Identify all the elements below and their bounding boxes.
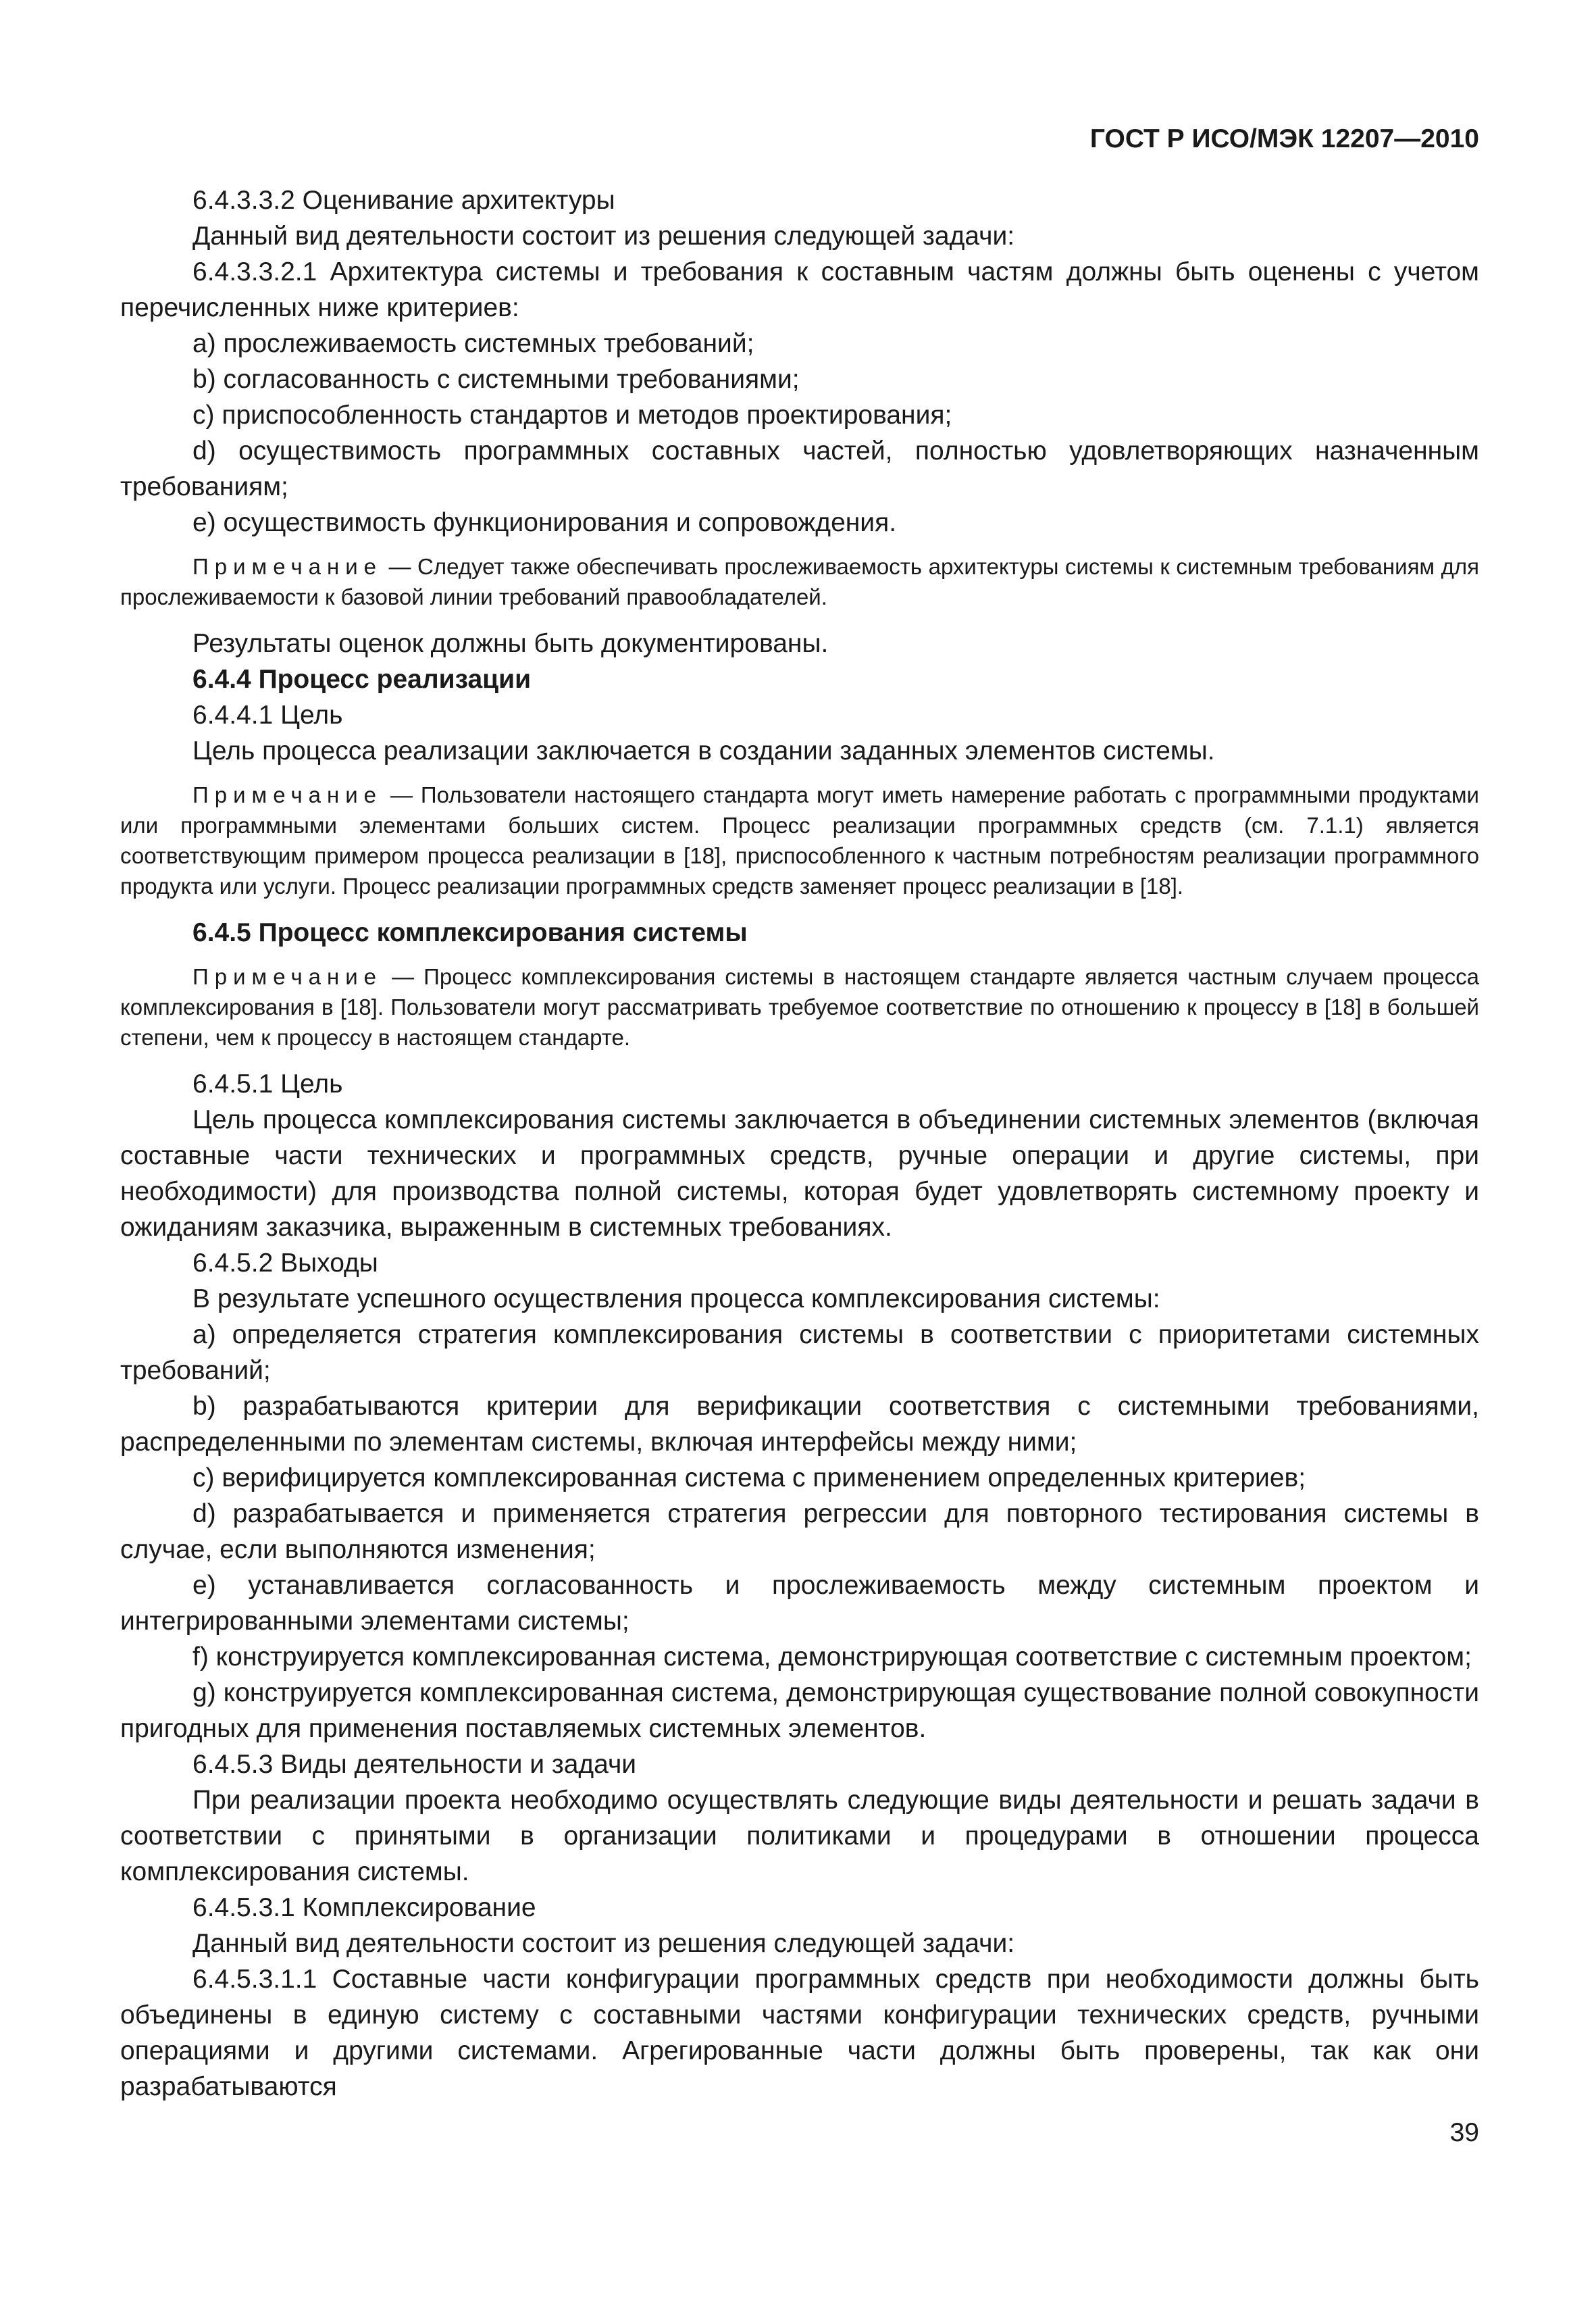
note-paragraph <box>120 961 1479 1053</box>
note-text: — Следует также обеспечивать прослеживаемость архитектуры системы к системным требованиям для прослеживаемости к базовой линии требований правообладателей. <box>120 554 1480 609</box>
body-paragraph: a) определяется стратегия комплексирования системы в соответствии с приоритетами системных требований; <box>120 1320 1479 1385</box>
note-paragraph <box>120 551 1479 612</box>
body-paragraph: 6.4.5.3 Виды деятельности и задачи <box>192 1750 637 1779</box>
body-paragraph: 6.4.4.1 Цель <box>192 701 343 730</box>
note-text: — Пользователи настоящего стандарта могут иметь намерение работать с программными продуктами или программными элементами больших систем. Процесс реализации программных средств (см. 7.1.1) является соответствующим примером процесса реализации в [18], приспособленного к частным потребностям реализации программного продукта или услуги. Процесс реализации программных средств заменяет процесс реализации в [18]. <box>120 782 1479 899</box>
section-heading: 6.4.4 Процесс реализации <box>192 665 532 694</box>
note-label: Примечание <box>192 964 383 989</box>
note-label: Примечание <box>192 554 383 579</box>
body-paragraph: В результате успешного осуществления процесса комплексирования системы: <box>192 1284 1160 1313</box>
document-body <box>120 182 1479 2105</box>
page-number: 39 <box>1449 2118 1479 2147</box>
body-paragraph: 6.4.3.3.2 Оценивание архитектуры <box>192 186 615 215</box>
note-paragraph <box>120 780 1479 901</box>
body-paragraph: Цель процесса реализации заключается в создании заданных элементов системы. <box>192 736 1215 765</box>
body-paragraph: c) верифицируется комплексированная система с применением определенных критериев; <box>192 1463 1306 1492</box>
body-paragraph: e) осуществимость функционирования и сопровождения. <box>192 508 897 537</box>
body-paragraph: 6.4.3.3.2.1 Архитектура системы и требования к составным частям должны быть оценены с учетом перечисленных ниже критериев: <box>120 257 1479 322</box>
body-paragraph: b) разрабатываются критерии для верификации соответствия с системными требованиями, распределенными по элементам системы, включая интерфейсы между ними; <box>120 1392 1479 1457</box>
body-paragraph: При реализации проекта необходимо осуществлять следующие виды деятельности и решать задачи в соответствии с принятыми в организации политиками и процедурами в отношении процесса комплексирования системы. <box>120 1786 1479 1886</box>
body-paragraph: f) конструируется комплексированная система, демонстрирующая соответствие с системным проектом; <box>192 1642 1472 1671</box>
body-paragraph: d) разрабатывается и применяется стратегия регрессии для повторного тестирования системы в случае, если выполняются изменения; <box>120 1499 1479 1564</box>
body-paragraph: 6.4.5.3.1 Комплексирование <box>192 1893 536 1922</box>
standard-designation: ГОСТ Р ИСО/МЭК 12207—2010 <box>1089 124 1479 153</box>
body-paragraph: g) конструируется комплексированная система, демонстрирующая существование полной совокупности пригодных для применения поставляемых системных элементов. <box>120 1678 1479 1743</box>
note-text: — Процесс комплексирования системы в настоящем стандарте является частным случаем процесса комплексирования в [18]. Пользователи могут рассматривать требуемое соответствие по отношению к процессу в [18] в большей степени, чем к процессу в настоящем стандарте. <box>120 964 1479 1050</box>
body-paragraph: Результаты оценок должны быть документированы. <box>192 629 829 658</box>
body-paragraph: 6.4.5.1 Цель <box>192 1070 343 1099</box>
body-paragraph: Цель процесса комплексирования системы заключается в объединении системных элементов (включая составные части технических и программных средств, ручные операции и другие системы, при необходимости) для производства полной системы, которая будет удовлетворять системному проекту и ожиданиям заказчика, выраженным в системных требованиях. <box>120 1105 1479 1242</box>
note-label: Примечание <box>192 782 383 807</box>
body-paragraph: Данный вид деятельности состоит из решения следующей задачи: <box>192 222 1015 251</box>
body-paragraph: d) осуществимость программных составных частей, полностью удовлетворяющих назначенным требованиям; <box>120 436 1479 501</box>
body-paragraph: a) прослеживаемость системных требований; <box>192 329 754 358</box>
body-paragraph: b) согласованность с системными требованиями; <box>192 365 800 394</box>
body-paragraph: c) приспособленность стандартов и методов проектирования; <box>192 401 952 430</box>
section-heading: 6.4.5 Процесс комплексирования системы <box>192 918 748 947</box>
body-paragraph: Данный вид деятельности состоит из решения следующей задачи: <box>192 1929 1015 1958</box>
body-paragraph: 6.4.5.3.1.1 Составные части конфигурации программных средств при необходимости должны быть объединены в единую систему с составными частями конфигурации технических средств, ручными операциями и другими системами. Агрегированные части должны быть проверены, так как они разрабатываются <box>120 1965 1479 2101</box>
body-paragraph: e) устанавливается согласованность и прослеживаемость между системным проектом и интегрированными элементами системы; <box>120 1571 1479 1636</box>
body-paragraph: 6.4.5.2 Выходы <box>192 1249 378 1278</box>
document-page <box>120 120 1479 2105</box>
